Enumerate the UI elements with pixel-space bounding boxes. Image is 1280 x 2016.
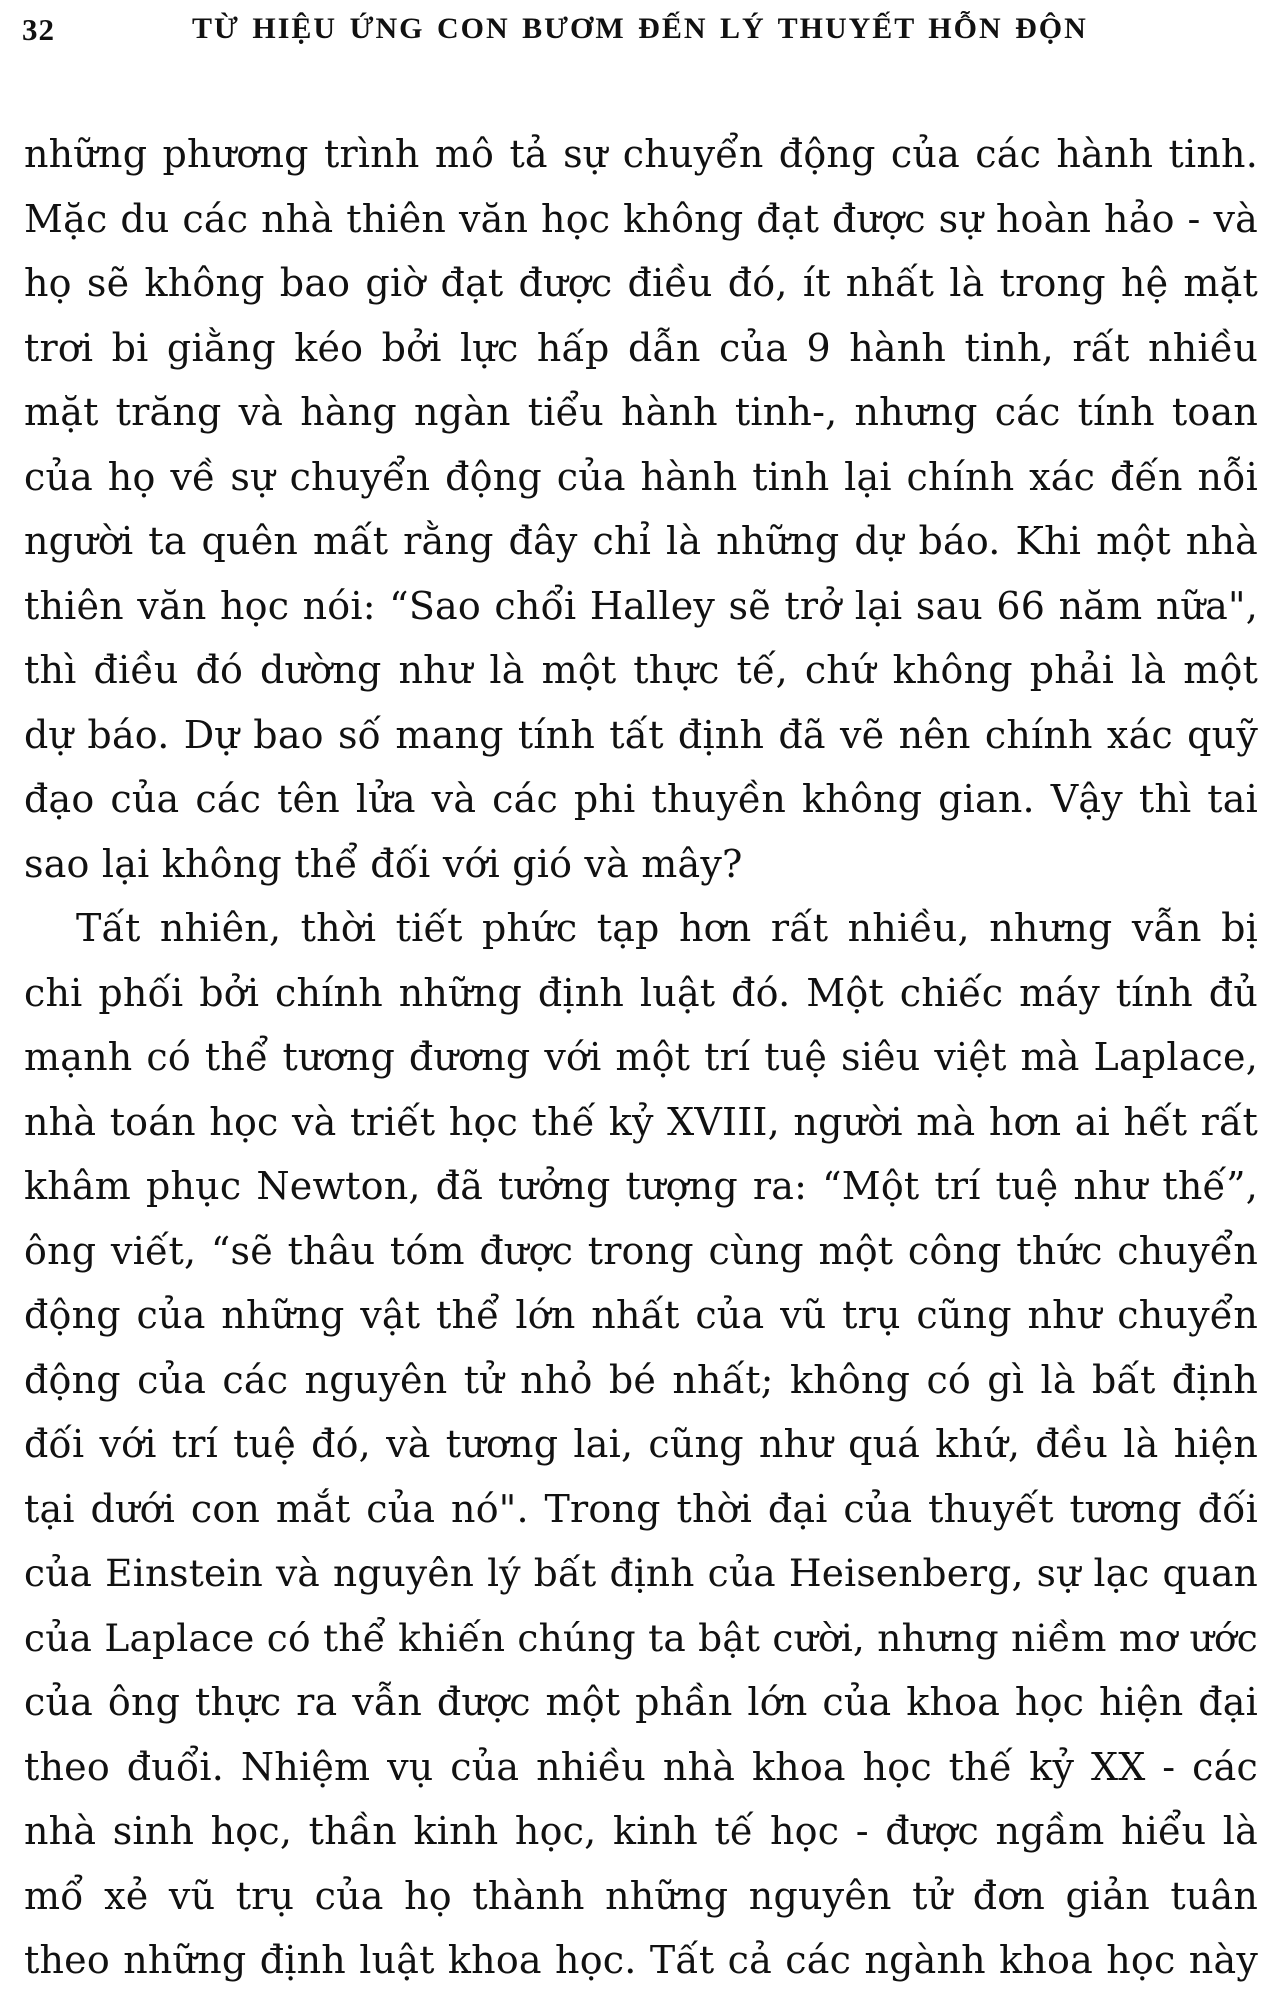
text-line: sao lại không thể đối với gió và mây?: [24, 841, 743, 886]
text-line: của họ về sự chuyển động của hành tinh lại chính xác đến nỗi: [24, 454, 1258, 499]
text-line: mổ xẻ vũ trụ của họ thành những nguyên tử đơn giản tuân: [24, 1873, 1258, 1918]
page-number: 32: [22, 12, 55, 47]
text-line: của Einstein và nguyên lý bất định của Heisenberg, sự lạc quan: [24, 1551, 1258, 1595]
paragraph-2: [24, 896, 1258, 1993]
text-line: dự báo. Dự bao số mang tính tất định đã vẽ nên chính xác quỹ: [24, 712, 1258, 757]
text-line: mặt trăng và hàng ngàn tiểu hành tinh-, nhưng các tính toan: [24, 390, 1258, 434]
text-line: nhà sinh học, thần kinh học, kinh tế học - được ngầm hiểu là: [24, 1809, 1258, 1853]
text-line: họ sẽ không bao giờ đạt được điều đó, ít nhất là trong hệ mặt: [24, 261, 1258, 305]
text-line: Tất nhiên, thời tiết phức tạp hơn rất nhiều, nhưng vẫn bị: [76, 906, 1258, 950]
text-line: thiên văn học nói: “Sao chổi Halley sẽ trở lại sau 66 năm nữa",: [24, 583, 1258, 628]
paragraph-1: [24, 122, 1258, 896]
text-line: mạnh có thể tương đương với một trí tuệ siêu việt mà Laplace,: [24, 1035, 1258, 1079]
text-line: thì điều đó dường như là một thực tế, chứ không phải là một: [24, 648, 1258, 692]
text-line: theo những định luật khoa học. Tất cả các ngành khoa học này: [24, 1938, 1258, 1982]
text-line: ông viết, “sẽ thâu tóm được trong cùng một công thức chuyển: [24, 1228, 1258, 1273]
body-text: [24, 122, 1258, 1993]
book-title: TỪ HIỆU ỨNG CON BƯƠM ĐẾN LÝ THUYẾT HỖN ĐỘN: [192, 12, 1088, 45]
text-line: chi phối bởi chính những định luật đó. Một chiếc máy tính đủ: [24, 970, 1258, 1015]
text-line: đạo của các tên lửa và các phi thuyền không gian. Vậy thì tai: [24, 777, 1258, 821]
text-line: theo đuổi. Nhiệm vụ của nhiều nhà khoa học thế kỷ XX - các: [24, 1744, 1258, 1789]
text-line: nhà toán học và triết học thế kỷ XVIII, người mà hơn ai hết rất: [24, 1099, 1258, 1144]
text-line: động của các nguyên tử nhỏ bé nhất; không có gì là bất định: [24, 1357, 1258, 1402]
text-line: của ông thực ra vẫn được một phần lớn của khoa học hiện đại: [24, 1680, 1258, 1724]
text-line: khâm phục Newton, đã tưởng tượng ra: “Một trí tuệ như thế”,: [24, 1164, 1258, 1208]
text-line: Mặc du các nhà thiên văn học không đạt được sự hoàn hảo - và: [24, 196, 1258, 241]
text-line: của Laplace có thể khiến chúng ta bật cười, nhưng niềm mơ ước: [24, 1615, 1258, 1660]
text-line: tại dưới con mắt của nó". Trong thời đại của thuyết tương đối: [24, 1486, 1258, 1531]
running-header: [22, 8, 1262, 56]
text-line: động của những vật thể lớn nhất của vũ trụ cũng như chuyển: [24, 1293, 1258, 1337]
text-line: những phương trình mô tả sự chuyển động của các hành tinh.: [24, 132, 1258, 176]
text-line: người ta quên mất rằng đây chỉ là những dự báo. Khi một nhà: [24, 519, 1258, 563]
text-line: trơi bi giằng kéo bởi lực hấp dẫn của 9 hành tinh, rất nhiều: [24, 325, 1258, 370]
text-line: đối với trí tuệ đó, và tương lai, cũng như quá khứ, đều là hiện: [24, 1422, 1258, 1466]
